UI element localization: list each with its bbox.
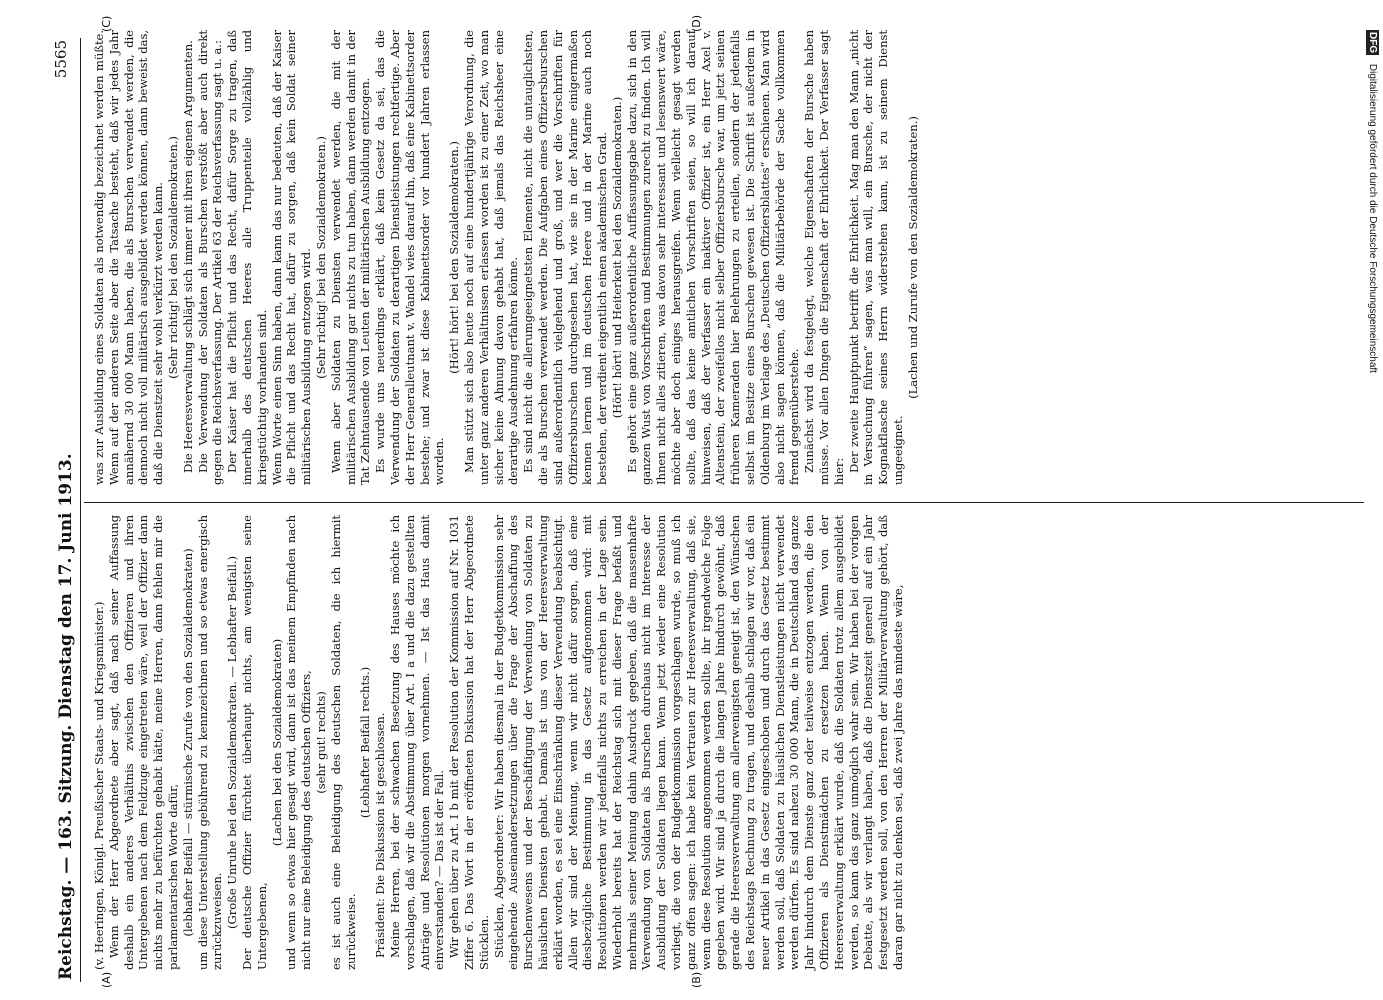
interjection: (Hört! hört! bei den Sozialdemokraten.) [447, 141, 462, 374]
interjection: (lebhafter Beifall — stürmische Zurufe von den Sozialdemokraten) [180, 548, 195, 937]
page-header [52, 40, 80, 980]
header-title: Reichstag. — 163. Sitzung. Dienstag den 17. Juni 1913. [56, 453, 76, 980]
margin-marker-c: (C) [100, 15, 113, 32]
paragraph: es ist auch eine Beleidigung des deutschen Soldaten, die ich hiermit zurückweise. [328, 515, 358, 970]
paragraph: Die Verwendung der Soldaten als Burschen verstößt aber auch direkt gegen die Reichsverfassung. Der Artikel 63 der Reichsverfassung sagt u. a.: [195, 30, 225, 485]
quotation: Der Kaiser hat die Pflicht und das Recht, dafür Sorge zu tragen, daß innerhalb des deutschen Heeres alle Truppenteile vollzählig und kriegstüchtig vorhanden sind. [225, 30, 269, 485]
speaker-line: (v. Heeringen, Königl. Preußischer Staats- und Kriegsminister.) [92, 601, 106, 970]
paragraph: Wenn der Herr Abgeordnete aber sagt, daß nach seiner Auffassung deshalb ein anderes Verhältnis zwischen den Offizieren und ihren Untergebenen nach dem Feldzuge eingetreten wäre, weil der Offizier dann nichts mehr zu befürchten gehabt hätte, meine Herren, dann fehlen mir die parlamentarischen Worte dafür, [106, 515, 180, 970]
paragraph: Man stützt sich also heute noch auf eine hundertjährige Verordnung, die unter ganz anderen Verhältnissen erlassen worden ist zu einer Zeit, wo man sicher keine Ahnung davon gehabt hat, daß jemals das Reichsheer eine derartige Ausdehnung erfahren könne. [461, 30, 521, 485]
interjection: (Lachen und Zurufe von den Sozialdemokraten.) [905, 116, 920, 399]
paragraph: Der deutsche Offizier fürchtet überhaupt nichts, am wenigsten seine Untergebenen, [239, 515, 269, 970]
digitization-credit-text: Digitalisierung gefördert durch die Deutsche Forschungsgemeinschaft [1367, 63, 1378, 373]
paragraph: und wenn so etwas hier gesagt wird, dann ist das meinem Empfinden nach nicht nur eine Beleidigung des deutschen Offiziers, [284, 515, 314, 970]
paragraph: Präsident: Die Diskussion ist geschlossen. [373, 712, 388, 958]
column-divider [84, 502, 1364, 503]
page-number: 5565 [52, 40, 70, 79]
interjection: (sehr gut! rechts) [313, 691, 328, 794]
paragraph: Stücklen, Abgeordneter: Wir haben diesmal in der Budgetkommission sehr eingehende Auseinandersetzungen über die Frage der Abschaffung des Burschenwesens und der Beschäftigung der Verwendung von Soldaten zu häuslichen Diensten gehabt. Damals ist uns von der Heeresverwaltung erklärt worden, es sei eine Einschränkung dieser Verwendung beabsichtigt. Allein wir sind der Meinung, wenn wir nicht dafür sorgen, daß eine diesbezügliche Bestimmung in das Gesetz aufgenommen wird: mit Resolutionen werden wir jedenfalls nichts zu erreichen in der Lage sein. Wiederholt bereits hat der Reichstag sich mit dieser Frage befaßt und mehrmals seiner Meinung dahin Ausdruck gegeben, daß die massenhafte Verwendung von Soldaten als Burschen durchaus nicht im Interesse der Ausbildung der Soldaten liegen kann. Wenn jetzt wieder eine Resolution vorliegt, die von der Budgetkommission vorgeschlagen wurde, so muß ich ganz offen sagen: ich habe kein Vertrauen zur Heeresverwaltung, daß sie, wenn diese Resolution angenommen werden sollte, ihr irgendwelche Folge gegeben wird. Wir sind ja durch die langen Jahre hindurch gewöhnt, daß gerade die Heeresverwaltung am allerwenigsten geneigt ist, den Wünschen des Reichstags Rechnung zu tragen, und deshalb schlagen wir vor, daß ein neuer Artikel in das Gesetz eingeschoben und durch das Gesetz bestimmt werden soll, daß Soldaten zu häuslichen Dienstleistungen nicht verwendet werden dürfen. Es sind nahezu 30 000 Mann, die in Deutschland das ganze Jahr hindurch dem Dienste ganz oder teilweise entzogen werden, die den Offizieren als Dienstmädchen zu ersetzen haben. Wenn von der Heeresverwaltung erklärt wurde, daß die Soldaten trotz allem ausgebildet werden, so kann das ganz unmöglich wahr sein. Wir haben bei der vorigen Debatte, als wir verlangt haben, daß die Dienstzeit generell auf ein Jahr festgesetzt werden soll, von den Herren der Militärverwaltung gehört, daß daran gar nicht zu denken sei, daß zwei Jahre das mindeste wäre, [491, 515, 906, 970]
paragraph: Wenn Worte einen Sinn haben, dann kann das nur bedeuten, daß der Kaiser die Pflicht und das Recht hat, dafür zu sorgen, daß kein Soldat seiner militärischen Ausbildung entzogen wird. [269, 30, 314, 485]
paragraph: Meine Herren, bei der schwachen Besetzung des Hauses möchte ich vorschlagen, daß wir die Abstimmung über Art. I a und die dazu gestellten Anträge und Resolutionen morgen vornehmen. — Ist das Haus damit einverstanden? — Das ist der Fall. [387, 515, 447, 970]
interjection: (Hört! hört! und Heiterkeit bei den Sozialdemokraten.) [609, 96, 624, 419]
margin-marker-b: (B) [690, 971, 703, 988]
paragraph: was zur Ausbildung eines Soldaten als notwendig bezeichnet werden müßte. Wenn auf der anderen Seite aber die Tatsache besteht, daß wir jedes Jahr annähernd 30 000 Mann haben, die als Burschen verwendet werden, die dennoch nicht voll militärisch ausgebildet werden können, dann beweist das, daß die Dienstzeit sehr wohl verkürzt werden kann. [92, 30, 166, 485]
header-rule [80, 38, 81, 982]
margin-marker-d: (D) [690, 14, 703, 32]
interjection: (Lebhafter Beifall rechts.) [358, 666, 373, 819]
margin-marker-a: (A) [100, 971, 113, 988]
interjection: (Lachen bei den Sozialdemokraten) [269, 638, 284, 847]
paragraph: Die Heeresverwaltung schlägt sich immer mit ihren eigenen Argumenten. [180, 40, 195, 473]
paragraph: Wenn aber Soldaten zu Diensten verwendet werden, die mit der militärischen Ausbildung gar nichts zu tun haben, dann werden damit in der Tat Zehntausende von Leuten der militärischen Ausbildung entzogen. [328, 30, 373, 485]
interjection: (Sehr richtig! bei den Sozialdemokraten.) [165, 136, 180, 379]
dfg-logo: DFG [1367, 32, 1378, 54]
interjection: (Sehr richtig! bei den Sozialdemokraten.) [313, 136, 328, 379]
paragraph: Wir gehen über zu Art. I b mit der Resolution der Kommission auf Nr. 1031 Ziffer 6. Das Wort in der eröffneten Diskussion hat der Herr Abgeordnete Stücklen. [447, 515, 491, 970]
paragraph: Zunächst wird da festgelegt, welche Eigenschaften der Bursche haben müsse. Vor allen Dingen die Eigenschaft der Ehrlichkeit. Der Verfasser sagt hier: [802, 30, 846, 485]
paragraph: Es sind nicht die allerumgeeignetsten Elemente, nicht die untauglichsten, die als Burschen verwendet werden. Die Aufgaben eines Offiziersburschen sind außerordentlich vielgehend und groß, und wer die Vorschriften für Offiziersburschen durchgesehen hat, wie sie in der Marine einigermaßen kennen lernen und im deutschen Heere und in der Marine auch noch bestehen, der verdient eigentlich einen akademischen Grad. [521, 30, 610, 485]
paragraph: Es gehört eine ganz außerordentliche Auffassungsgabe dazu, sich in den ganzen Wust von Vorschriften und Bestimmungen zurecht zu finden. Ich will Ihnen nicht alles zitieren, was davon sehr interessant und lesenswert wäre, möchte aber doch einiges herausgreifen. Wenn vielleicht gesagt werden sollte, daß das keine amtlichen Vorschriften seien, so will ich darauf hinweisen, daß der Verfasser ein inaktiver Offizier ist, ein Herr Axel v. Altenstein, der zweifellos nicht selber Offiziersbursche war, um jetzt seinen früheren Kameraden hier Belehrungen zu erteilen, sondern der jedenfalls selbst im Besitze eines Burschen gewesen ist. Die Schrift ist außerdem in Oldenburg im Verlage des „Deutschen Offiziersblattes“ erschienen. Man wird also nicht sagen können, daß die Militärbehörde der Sache vollkommen fremd gegenüberstehe. [624, 30, 802, 485]
interjection: (Große Unruhe bei den Sozialdemokraten. — Lebhafter Beifall.) [225, 556, 240, 929]
left-column [92, 515, 906, 970]
paragraph: um diese Unterstellung gebührend zu kennzeichnen und so etwas energisch zurückzuweisen. [195, 515, 225, 970]
right-column [92, 30, 921, 485]
paragraph: Es wurde uns neuerdings erklärt, daß kein Gesetz da sei, das die Verwendung der Soldaten zu derartigen Dienstleistungen rechtfertige. Aber der Herr Generalleutnant v. Wandel wies darauf hin, daß eine Kabinettsorder bestehe; und zwar ist diese Kabinettsorder vor hundert Jahren erlassen worden. [373, 30, 447, 485]
quotation: Der zweite Hauptpunkt betrifft die Ehrlichkeit. Mag man den Mann „nicht in Versuchung führen“ sagen, was man will, ein Bursche, der nicht der Kognakflasche seines Herrn widerstehen kann, ist zu seinem Dienst ungeeignet. [846, 30, 906, 485]
digitization-credit [1366, 30, 1379, 373]
